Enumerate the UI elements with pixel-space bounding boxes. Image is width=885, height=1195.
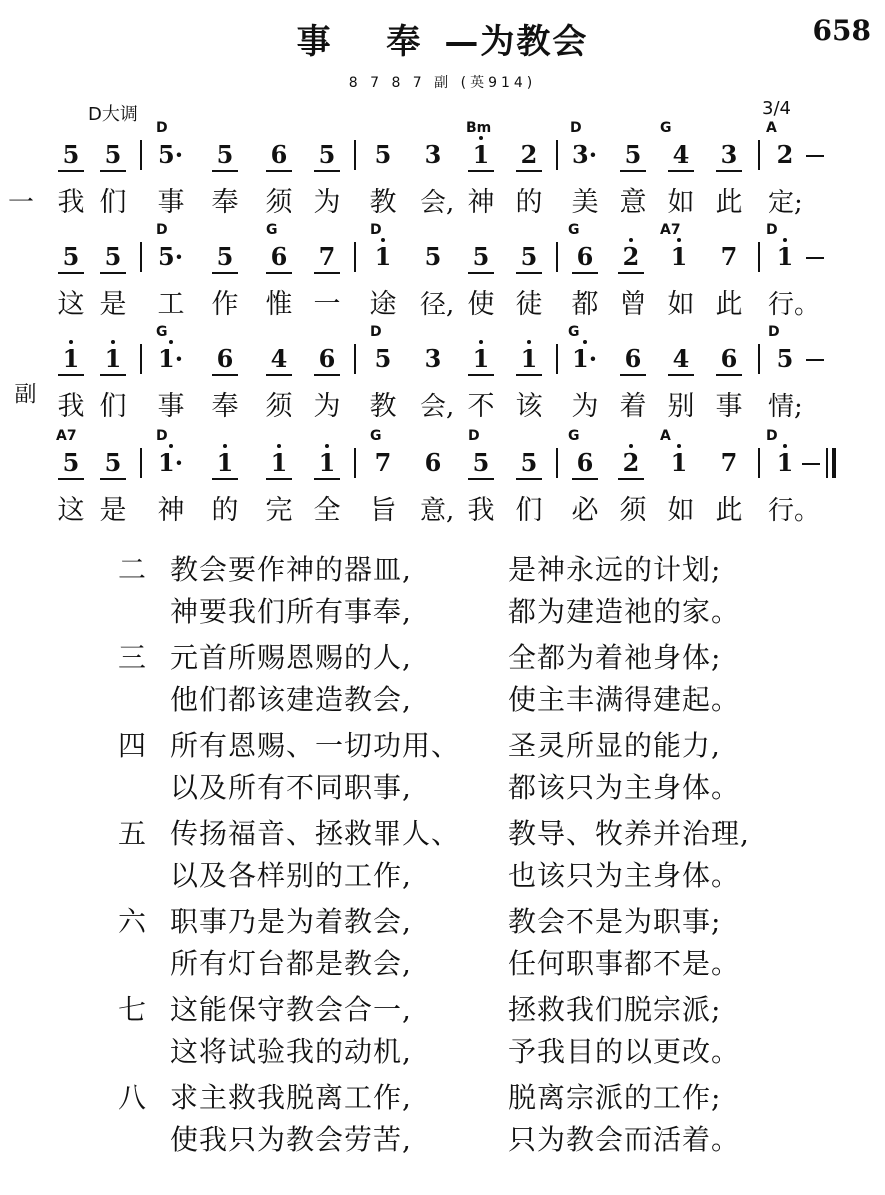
verse-line: 都该只为主身体。 <box>508 771 741 804</box>
note: 4 <box>266 344 292 376</box>
lyric: 一 <box>313 289 341 320</box>
verse-line: 只为教会而活着。 <box>508 1123 741 1156</box>
note: 6 <box>572 448 598 480</box>
verse-line: 以及各样别的工作, <box>170 859 412 892</box>
barline <box>140 242 142 272</box>
note: 5 <box>516 448 542 480</box>
title-part2: 为教会 <box>480 22 589 62</box>
chord: D <box>468 428 480 444</box>
verse-line: 使主丰满得建起。 <box>508 683 741 716</box>
verse-2 <box>0 548 885 636</box>
lyric-row <box>0 492 885 530</box>
lyric: 是 <box>99 495 127 526</box>
verse-6 <box>0 900 885 988</box>
note: 7 <box>314 242 340 274</box>
note: 3· <box>572 140 598 169</box>
sustain-dash <box>806 359 824 361</box>
verse-8 <box>0 1076 885 1164</box>
lyric: 径, <box>420 290 455 320</box>
verse-line: 教会不是为职事; <box>508 905 722 938</box>
verse-number: 五 <box>118 817 147 850</box>
verse-line: 所有恩赐、一切功用、 <box>170 729 461 762</box>
note: 1 <box>100 344 126 376</box>
note: 6 <box>716 344 742 376</box>
note: 1 <box>468 344 494 376</box>
note: 6 <box>266 242 292 274</box>
chord: A <box>766 120 777 136</box>
lyric: 须 <box>265 391 293 422</box>
chord: D <box>570 120 582 136</box>
chord: D <box>766 428 778 444</box>
lyric: 我 <box>57 391 85 422</box>
lyric: 会, <box>420 188 455 218</box>
chorus-label: 副 <box>11 382 36 404</box>
verse-line: 他们都该建造教会, <box>170 683 412 716</box>
verse-number: 四 <box>118 729 147 762</box>
note: 5 <box>100 242 126 274</box>
verse-line: 予我目的以更改。 <box>508 1035 741 1068</box>
note: 5 <box>100 140 126 172</box>
note: 1 <box>666 242 692 272</box>
lyric: 定; <box>768 188 803 218</box>
verses-section <box>0 548 885 1164</box>
lyric-row <box>0 286 885 324</box>
notes-row <box>0 344 885 378</box>
chord: G <box>266 222 278 238</box>
note: 6 <box>314 344 340 376</box>
verse-line: 所有灯台都是教会, <box>170 947 412 980</box>
verse-line: 传扬福音、拯救罪人、 <box>170 817 461 850</box>
verse-line: 教会要作神的器皿, <box>170 553 412 586</box>
stanza-number: 一 <box>8 188 35 218</box>
verse-line: 职事乃是为着教会, <box>170 905 412 938</box>
verse-line: 也该只为主身体。 <box>508 859 741 892</box>
lyric: 事 <box>715 391 743 422</box>
chord: G <box>568 428 580 444</box>
chord: G <box>370 428 382 444</box>
meter-label: 8 7 8 7 副 (英914) <box>348 75 537 91</box>
time-signature: 3/4 <box>762 98 791 119</box>
verse-line: 圣灵所显的能力, <box>508 729 721 762</box>
barline <box>556 140 558 170</box>
chord: D <box>370 222 382 238</box>
chord: Bm <box>466 120 492 136</box>
lyric: 惟 <box>265 289 293 320</box>
chord: D <box>766 222 778 238</box>
title-part1: 事 奉 <box>296 22 443 62</box>
lyric: 意 <box>619 187 647 218</box>
lyric: 奉 <box>211 391 239 422</box>
chord: A7 <box>56 428 77 444</box>
lyric: 这 <box>57 289 85 320</box>
key-label: D大调 <box>88 104 138 125</box>
hymn-number: 658 <box>812 14 871 47</box>
lyric: 完 <box>265 495 293 526</box>
note: 5 <box>468 242 494 274</box>
chord: A7 <box>660 222 681 238</box>
lyric: 使 <box>467 289 495 320</box>
note: 4 <box>668 344 694 376</box>
lyric: 此 <box>715 187 743 218</box>
chord: D <box>156 428 168 444</box>
lyric: 教 <box>369 187 397 218</box>
sustain-dash <box>802 463 820 465</box>
lyric: 着 <box>619 391 647 422</box>
barline <box>758 242 760 272</box>
lyric: 神 <box>157 495 185 526</box>
lyric: 此 <box>715 289 743 320</box>
lyric: 行。 <box>768 496 821 526</box>
note: 1 <box>772 448 798 478</box>
lyric-row <box>0 388 885 426</box>
note: 5 <box>212 242 238 274</box>
note: 5 <box>374 344 392 373</box>
note: 7 <box>374 448 392 477</box>
verse-line: 是神永远的计划; <box>508 553 722 586</box>
verse-number: 二 <box>118 553 147 586</box>
note: 5 <box>58 140 84 172</box>
lyric: 教 <box>369 391 397 422</box>
note: 1 <box>212 448 238 480</box>
verse-4 <box>0 724 885 812</box>
verse-line: 任何职事都不是。 <box>508 947 741 980</box>
lyric: 为 <box>313 187 341 218</box>
barline <box>758 344 760 374</box>
lyric: 们 <box>99 391 127 422</box>
barline <box>354 448 356 478</box>
lyric: 须 <box>265 187 293 218</box>
verse-line: 使我只为教会劳苦, <box>170 1123 412 1156</box>
notes-row <box>0 242 885 276</box>
verse-number: 八 <box>118 1081 147 1114</box>
barline <box>556 448 558 478</box>
verse-5 <box>0 812 885 900</box>
verse-number: 七 <box>118 993 147 1026</box>
note: 5 <box>100 448 126 480</box>
lyric: 此 <box>715 495 743 526</box>
chord: G <box>568 324 580 340</box>
barline <box>556 242 558 272</box>
lyric: 事 <box>157 391 185 422</box>
lyric: 这 <box>57 495 85 526</box>
lyric: 的 <box>211 495 239 526</box>
lyric: 如 <box>667 495 695 526</box>
lyric: 为 <box>313 391 341 422</box>
barline <box>354 140 356 170</box>
note: 1 <box>370 242 396 272</box>
lyric: 旨 <box>369 495 397 526</box>
note: 7 <box>720 242 738 271</box>
lyric: 别 <box>667 391 695 422</box>
lyric: 我 <box>57 187 85 218</box>
verse-line: 以及所有不同职事, <box>170 771 412 804</box>
barline <box>758 140 760 170</box>
final-barline-thin <box>826 448 828 478</box>
verse-number: 三 <box>118 641 147 674</box>
lyric: 如 <box>667 187 695 218</box>
sustain-dash <box>806 257 824 259</box>
lyric: 不 <box>467 391 495 422</box>
note: 6 <box>620 344 646 376</box>
lyric: 我 <box>467 495 495 526</box>
note: 5 <box>374 140 392 169</box>
verse-line: 神要我们所有事奉, <box>170 595 412 628</box>
note: 1 <box>266 448 292 480</box>
barline <box>140 344 142 374</box>
sustain-dash <box>806 155 824 157</box>
verse-line: 脱离宗派的工作; <box>508 1081 722 1114</box>
note: 5· <box>158 140 184 169</box>
note: 5· <box>158 242 184 271</box>
note: 6 <box>424 448 442 477</box>
chord: G <box>156 324 168 340</box>
final-barline-thick <box>832 448 836 478</box>
verse-line: 元首所赐恩赐的人, <box>170 641 412 674</box>
note: 2 <box>776 140 794 169</box>
note: 1 <box>58 344 84 376</box>
note: 1 <box>314 448 340 480</box>
notes-row <box>0 140 885 174</box>
chord: D <box>156 222 168 238</box>
lyric: 途 <box>369 289 397 320</box>
note: 3 <box>424 344 442 373</box>
lyric: 的 <box>515 187 543 218</box>
chord: G <box>568 222 580 238</box>
score-system-1 <box>0 120 885 224</box>
lyric: 如 <box>667 289 695 320</box>
lyric: 该 <box>515 391 543 422</box>
score-system-3 <box>0 324 885 428</box>
lyric: 情; <box>768 392 803 422</box>
note: 5 <box>468 448 494 480</box>
lyric: 都 <box>571 289 599 320</box>
barline <box>354 242 356 272</box>
note: 6 <box>572 242 598 274</box>
note: 6 <box>266 140 292 172</box>
barline <box>140 448 142 478</box>
note: 5 <box>58 242 84 274</box>
note: 2 <box>516 140 542 172</box>
note: 1· <box>158 448 208 478</box>
title-dash: — <box>444 22 481 62</box>
note: 3 <box>716 140 742 172</box>
lyric: 全 <box>313 495 341 526</box>
note: 7 <box>720 448 738 477</box>
lyric: 须 <box>619 495 647 526</box>
score-system-2 <box>0 222 885 326</box>
hymn-title <box>0 14 885 63</box>
lyric: 奉 <box>211 187 239 218</box>
notes-row <box>0 448 885 482</box>
note: 1 <box>468 140 494 172</box>
note: 1 <box>666 448 692 478</box>
verse-7 <box>0 988 885 1076</box>
verse-line: 这能保守教会合一, <box>170 993 412 1026</box>
lyric: 会, <box>420 392 455 422</box>
note: 2 <box>618 448 644 480</box>
lyric: 行。 <box>768 290 821 320</box>
lyric: 为 <box>571 391 599 422</box>
lyric: 们 <box>99 187 127 218</box>
note: 3 <box>424 140 442 169</box>
barline <box>354 344 356 374</box>
chord: D <box>370 324 382 340</box>
verse-3 <box>0 636 885 724</box>
note: 1· <box>572 344 622 374</box>
verse-line: 拯救我们脱宗派; <box>508 993 722 1026</box>
lyric: 意, <box>420 496 455 526</box>
chord: D <box>156 120 168 136</box>
verse-line: 教导、牧养并治理, <box>508 817 750 850</box>
lyric: 作 <box>211 289 239 320</box>
lyric: 徒 <box>515 289 543 320</box>
note: 1 <box>772 242 798 272</box>
note: 1· <box>158 344 208 374</box>
lyric: 是 <box>99 289 127 320</box>
note: 5 <box>516 242 542 274</box>
lyric: 美 <box>571 187 599 218</box>
barline <box>758 448 760 478</box>
note: 5 <box>314 140 340 172</box>
barline <box>556 344 558 374</box>
chord: A <box>660 428 671 444</box>
note: 6 <box>212 344 238 376</box>
verse-line: 求主救我脱离工作, <box>170 1081 412 1114</box>
verse-number: 六 <box>118 905 147 938</box>
note: 5 <box>424 242 442 271</box>
note: 5 <box>58 448 84 480</box>
barline <box>140 140 142 170</box>
lyric: 工 <box>157 289 185 320</box>
score-system-4 <box>0 428 885 532</box>
note: 5 <box>212 140 238 172</box>
lyric: 们 <box>515 495 543 526</box>
verse-line: 这将试验我的动机, <box>170 1035 412 1068</box>
chord: D <box>768 324 780 340</box>
verse-line: 全都为着祂身体; <box>508 641 722 674</box>
lyric: 曾 <box>619 289 647 320</box>
lyric: 事 <box>157 187 185 218</box>
lyric: 神 <box>467 187 495 218</box>
note: 4 <box>668 140 694 172</box>
lyric-row <box>0 184 885 222</box>
note: 2 <box>618 242 644 274</box>
verse-line: 都为建造祂的家。 <box>508 595 741 628</box>
note: 5 <box>620 140 646 172</box>
lyric: 必 <box>571 495 599 526</box>
note: 5 <box>776 344 794 373</box>
note: 1 <box>516 344 542 376</box>
chord: G <box>660 120 672 136</box>
